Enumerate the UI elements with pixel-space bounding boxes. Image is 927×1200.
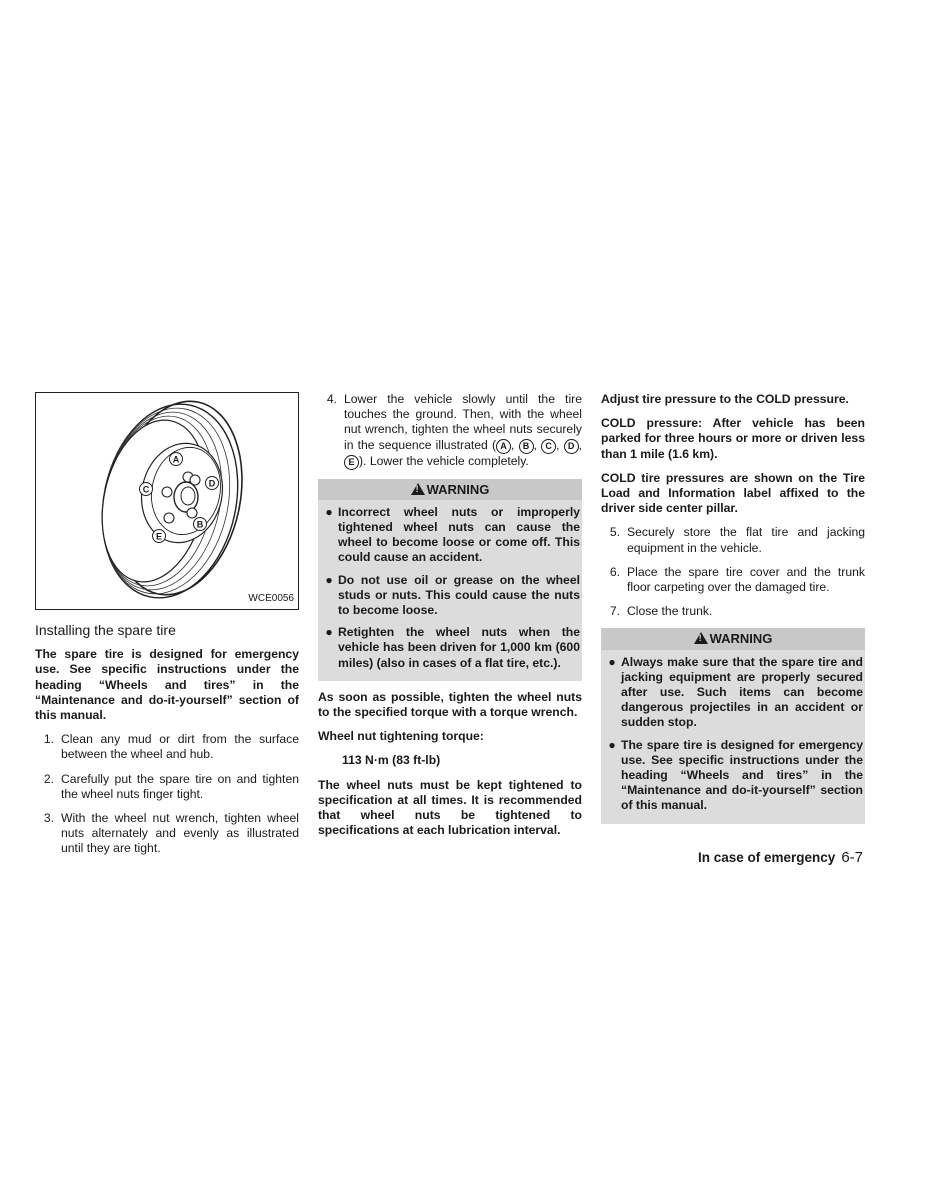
column-right bbox=[601, 392, 865, 833]
bullet-icon: ● bbox=[608, 654, 616, 669]
page-footer bbox=[698, 849, 863, 866]
step-text: Securely store the flat tire and jacking equipment in the vehicle. bbox=[627, 525, 865, 555]
torque-label: Wheel nut tightening torque: bbox=[318, 729, 484, 744]
seq-b: B bbox=[519, 439, 534, 454]
bullet-icon: ● bbox=[325, 504, 333, 519]
list-item: ● Always make sure that the spare tire and jacking equipment are properly secured after use. Such items can become dangerous projectiles in an accident or sudden stop. bbox=[603, 655, 863, 731]
bullet-icon: ● bbox=[325, 572, 333, 587]
cold-pressure-definition: COLD pressure: After vehicle has been parked for three hours or more or driven less than 1 mile (1.6 km). bbox=[601, 416, 865, 461]
seq-e: E bbox=[344, 455, 359, 470]
warning-title: WARNING bbox=[426, 481, 490, 497]
steps-list-3 bbox=[601, 525, 865, 619]
step4-text-start: Lower the vehicle slowly until the tire touches the ground. Then, with the wheel nut wrench, tighten the wheel nuts securely in the sequence illustrated ( bbox=[344, 392, 582, 452]
list-item: ● Retighten the wheel nuts when the vehicle has been driven for 1,000 km (600 miles) (also in cases of a flat tire, etc.). bbox=[320, 625, 580, 671]
list-item bbox=[601, 604, 865, 619]
bullet-icon: ● bbox=[325, 625, 333, 640]
seq-d: D bbox=[564, 439, 579, 454]
step-text: Carefully put the spare tire on and tighten the wheel nuts finger tight. bbox=[61, 771, 299, 801]
list-item: ● Incorrect wheel nuts or improperly tightened wheel nuts can cause the wheel to become loose or come off. This could cause an accident. bbox=[320, 505, 580, 566]
wheel-nut-diagram bbox=[36, 393, 298, 609]
keep-tightened-note: The wheel nuts must be kept tightened to specification at all times. It is recommended that wheel nuts be tightened to specifications at each lubrication interval. bbox=[318, 777, 582, 838]
warning-icon: ! bbox=[694, 632, 708, 644]
list-item bbox=[35, 732, 299, 762]
list-item: ● The spare tire is designed for emergency use. See specific instructions under the heading “Wheels and tires” in the “Maintenance and do-it-yourself” section of this manual. bbox=[603, 738, 863, 814]
step-number: 7. bbox=[609, 604, 620, 619]
warning-list bbox=[320, 505, 580, 671]
seq-c: C bbox=[541, 439, 556, 454]
seq-a: A bbox=[496, 439, 511, 454]
step-number: 1. bbox=[43, 732, 54, 747]
step-number: 5. bbox=[609, 525, 620, 540]
nut-label-e: E bbox=[155, 531, 163, 542]
list-item bbox=[601, 525, 865, 555]
step-text: With the wheel nut wrench, tighten wheel nuts alternately and evenly as illustrated until they are tight. bbox=[61, 811, 299, 856]
footer-section: In case of emergency bbox=[697, 850, 836, 865]
list-item: ● Do not use oil or grease on the wheel studs or nuts. This could cause the nuts to become loose. bbox=[320, 573, 580, 619]
tighten-note: As soon as possible, tighten the wheel nuts to the specified torque with a torque wrench. bbox=[318, 689, 582, 720]
warning-list bbox=[603, 655, 863, 814]
section-title: Installing the spare tire bbox=[35, 622, 176, 638]
list-item bbox=[601, 565, 865, 595]
cold-pressure-label: COLD tire pressures are shown on the Tire Load and Information label affixed to the driver side center pillar. bbox=[601, 470, 865, 516]
nut-label-c: C bbox=[142, 484, 150, 495]
list-item bbox=[35, 772, 299, 802]
step-text: Place the spare tire cover and the trunk floor carpeting over the damaged tire. bbox=[627, 564, 865, 595]
warning-box bbox=[318, 479, 582, 681]
step-number: 6. bbox=[609, 564, 620, 579]
warning-title: WARNING bbox=[709, 631, 773, 647]
step4-text-end: ). Lower the vehicle completely. bbox=[359, 453, 529, 468]
bullet-icon: ● bbox=[608, 737, 616, 752]
nut-label-b: B bbox=[196, 519, 204, 530]
warning-header bbox=[601, 628, 865, 649]
list-item bbox=[318, 392, 582, 470]
steps-list-1 bbox=[35, 732, 299, 856]
column-left bbox=[35, 392, 299, 866]
tire-illustration bbox=[35, 392, 299, 610]
warning-box bbox=[601, 628, 865, 823]
nut-label-d: D bbox=[208, 478, 216, 489]
figure-code: WCE0056 bbox=[248, 592, 294, 604]
intro-text: The spare tire is designed for emergency use. See specific instructions under the heading “Wheels and tires” in the “Maintenance and do-it-yourself” section of this manual. bbox=[35, 647, 299, 723]
torque-value: 113 N·m (83 ft-lb) bbox=[342, 753, 441, 768]
step-text: Close the trunk. bbox=[627, 604, 713, 619]
step-text: Clean any mud or dirt from the surface between the wheel and hub. bbox=[61, 732, 299, 762]
step-number: 3. bbox=[43, 811, 54, 826]
step-text: Lower the vehicle slowly until the tire touches the ground. Then, with the wheel nut wrench, tighten the wheel nuts securely in the sequence illustrated ( A , B , C , D , E ). Lower the vehicle completely. bbox=[344, 392, 582, 468]
steps-list-2 bbox=[318, 392, 582, 470]
column-middle bbox=[318, 392, 582, 847]
adjust-pressure: Adjust tire pressure to the COLD pressure. bbox=[601, 392, 849, 406]
step-number: 4. bbox=[326, 392, 337, 406]
list-item bbox=[35, 811, 299, 857]
warning-header bbox=[318, 479, 582, 500]
warning-icon: ! bbox=[411, 483, 425, 495]
page-number: 6-7 bbox=[841, 849, 863, 866]
step-number: 2. bbox=[43, 771, 54, 786]
nut-label-a: A bbox=[172, 454, 180, 465]
